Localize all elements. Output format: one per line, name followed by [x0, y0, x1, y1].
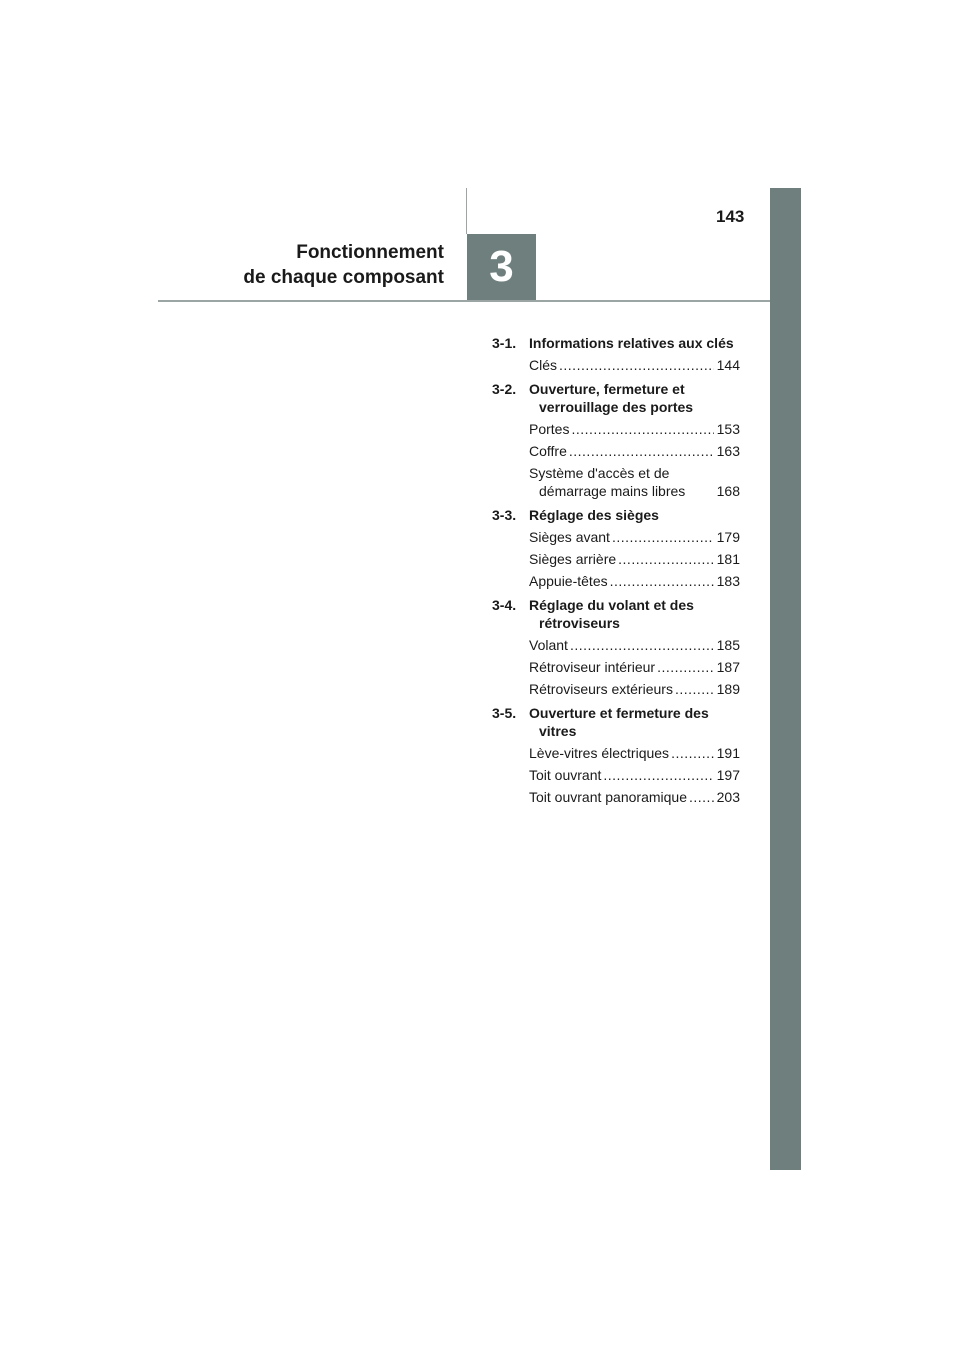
toc-entry-label-wrap: [529, 680, 714, 698]
chapter-number-box: 3: [467, 234, 536, 300]
toc-section: [492, 704, 740, 740]
toc-entry-label: Système d'accès et de démarrage mains libres: [529, 465, 686, 499]
toc-dot-leader: [610, 528, 714, 546]
toc-section-number: 3-5.: [492, 705, 517, 721]
toc-section: [492, 506, 740, 524]
toc-entry-page: 183: [716, 573, 740, 589]
toc-section-title[interactable]: Informations relatives aux clés: [529, 335, 734, 351]
toc-section-title[interactable]: Réglage du volant et des rétroviseurs: [529, 597, 694, 631]
toc-section-number: 3-4.: [492, 597, 517, 613]
header-vertical-rule: [466, 188, 467, 234]
chapter-side-tab: [770, 188, 801, 1170]
toc-entry-label-wrap: [529, 658, 714, 676]
toc-entry-label-wrap: [529, 572, 714, 590]
toc-entry[interactable]: [529, 464, 740, 500]
toc-entry-label-wrap: [529, 788, 714, 806]
toc-entry-label: Rétroviseurs extérieurs: [529, 681, 673, 697]
toc-entry-label-wrap: [529, 420, 714, 438]
toc-section-number: 3-1.: [492, 335, 517, 351]
toc-entry-label-wrap: [529, 528, 714, 546]
toc-entry[interactable]: [529, 528, 740, 546]
toc-entry-page: 203: [716, 789, 740, 805]
toc-entry[interactable]: [529, 744, 740, 762]
toc-dot-leader: [557, 356, 714, 374]
toc-entry-label: Sièges arrière: [529, 551, 617, 567]
toc-entry-label-wrap: [529, 356, 714, 374]
toc-dot-leader: [567, 442, 714, 460]
toc-entry-label: Sièges avant: [529, 529, 610, 545]
toc-entry-label-wrap: [529, 636, 714, 654]
toc-entry[interactable]: [529, 658, 740, 676]
toc-section-title[interactable]: Ouverture et fermeture des vitres: [529, 705, 709, 739]
toc-dot-leader: [568, 636, 714, 654]
toc-entry-label-wrap: [529, 464, 714, 500]
toc-entry[interactable]: [529, 766, 740, 784]
toc-entry[interactable]: [529, 442, 740, 460]
toc-entry-label: Appuie-têtes: [529, 573, 608, 589]
toc-section-number: 3-2.: [492, 381, 517, 397]
toc-entry-label: Volant: [529, 637, 568, 653]
toc-entry-page: 185: [716, 637, 740, 653]
toc-entry[interactable]: [529, 680, 740, 698]
toc-entry-label-wrap: [529, 442, 714, 460]
toc-entry-label: Portes: [529, 421, 570, 437]
toc-entry-page: 197: [716, 767, 740, 783]
toc-entry-page: 168: [716, 483, 740, 499]
chapter-title: [243, 240, 444, 290]
chapter-title-line2: de chaque composant: [243, 267, 444, 288]
toc-entry[interactable]: [529, 636, 740, 654]
toc-entry-page: 153: [716, 421, 740, 437]
toc-section: [492, 596, 740, 632]
toc-section-number: 3-3.: [492, 507, 517, 523]
toc-dot-leader: [616, 550, 713, 568]
toc-section: [492, 334, 740, 352]
toc-entry-page: 187: [716, 659, 740, 675]
toc-dot-leader: [655, 658, 714, 676]
toc-dot-leader: [569, 420, 713, 438]
toc-entry-label: Coffre: [529, 443, 567, 459]
toc-entry-page: 181: [716, 551, 740, 567]
toc-section: [492, 380, 740, 416]
chapter-title-line1: Fonctionnement: [296, 242, 444, 263]
toc-dot-leader: [608, 572, 714, 590]
toc-section-title[interactable]: Réglage des sièges: [529, 507, 659, 523]
toc-entry-page: 144: [716, 357, 740, 373]
toc-dot-leader: [673, 680, 714, 698]
toc-entry-label-wrap: [529, 550, 714, 568]
toc-entry[interactable]: [529, 420, 740, 438]
toc-entry-label-wrap: [529, 766, 714, 784]
toc-dot-leader: [687, 788, 714, 806]
toc-entry[interactable]: [529, 572, 740, 590]
toc-entry-label-wrap: [529, 744, 714, 762]
toc-entry-page: 191: [716, 745, 740, 761]
toc-entry-page: 179: [716, 529, 740, 545]
toc-entry-page: 189: [716, 681, 740, 697]
toc-dot-leader: [669, 744, 714, 762]
toc-entry-label: Clés: [529, 357, 558, 373]
page-number: 143: [716, 207, 745, 226]
toc-section-title[interactable]: Ouverture, fermeture et verrouillage des portes: [529, 381, 694, 415]
toc-entry[interactable]: [529, 788, 740, 806]
toc-entry[interactable]: [529, 550, 740, 568]
toc-entry-label: Lève-vitres électriques: [529, 745, 670, 761]
table-of-contents: [492, 334, 740, 806]
toc-entry-label: Toit ouvrant: [529, 767, 602, 783]
toc-entry[interactable]: [529, 356, 740, 374]
toc-entry-page: 163: [716, 443, 740, 459]
header-horizontal-rule: [158, 300, 770, 302]
toc-entry-label: Toit ouvrant panoramique: [529, 789, 687, 805]
toc-entry-label: Rétroviseur intérieur: [529, 659, 656, 675]
toc-dot-leader: [601, 766, 713, 784]
